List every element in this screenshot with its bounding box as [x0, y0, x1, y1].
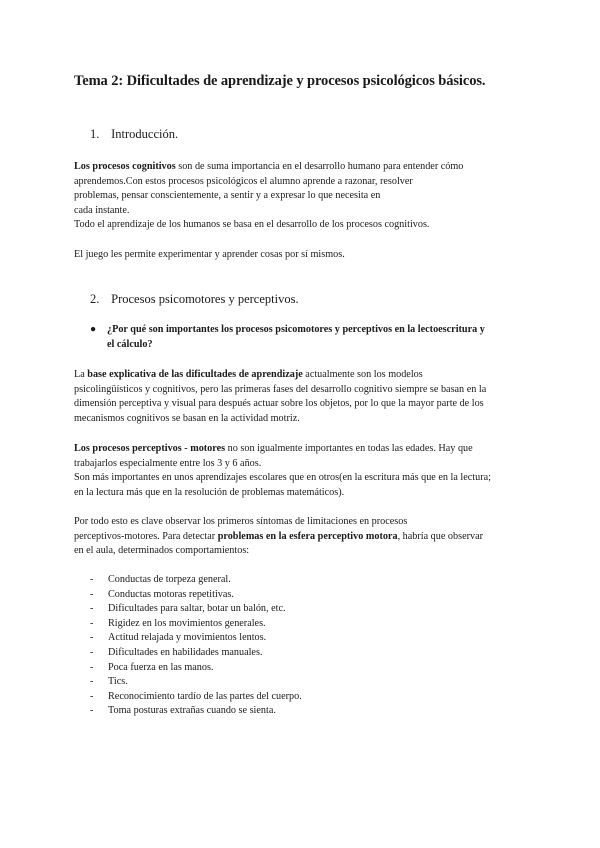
intro-line-5: Todo el aprendizaje de los humanos se basa en el desarrollo de los procesos cognitivos.: [74, 219, 430, 231]
dash-bullet-icon: -: [90, 690, 94, 702]
section-2-title: Procesos psicomotores y perceptivos.: [111, 292, 299, 306]
base-paragraph: [74, 368, 534, 426]
dash-bullet-icon: -: [90, 574, 94, 585]
perceptive-line-3: Son más importantes en unos aprendizajes escolares que en otros(en la escritura más que en la lectura;: [74, 472, 491, 484]
dash-bullet-icon: -: [90, 588, 94, 600]
base-bold-term: base explicativa de las dificultades de aprendizaje: [87, 369, 303, 380]
dash-bullet-icon: -: [90, 617, 94, 629]
intro-line-1-rest: son de suma importancia en el desarrollo humano para entender cómo: [175, 161, 464, 172]
base-line-1: [74, 368, 534, 383]
base-line-1-rest: actualmente son los modelos: [302, 369, 423, 380]
intro-line-2: aprendemos.Con estos procesos psicológicos el alumno aprende a razonar, resolver: [74, 175, 413, 187]
section-1-heading: [90, 127, 178, 142]
list-item-text: Tics.: [108, 676, 128, 688]
section-2-heading: [90, 292, 299, 307]
dash-bullet-icon: -: [90, 646, 94, 658]
list-item-text: Dificultades para saltar, botar un balón, etc.: [108, 603, 286, 615]
observe-bold-term: problemas en la esfera perceptivo motora: [217, 530, 398, 542]
perceptive-line-4: en la lectura más que en la resolución de problemas matemáticos).: [74, 486, 345, 498]
dash-bullet-icon: -: [90, 676, 94, 688]
list-item-text: Reconocimiento tardío de las partes del cuerpo.: [108, 690, 302, 702]
perceptive-line-1: [74, 442, 534, 457]
list-item-text: Actitud relajada y movimientos lentos.: [108, 632, 267, 644]
bullet-dot-icon: ●: [90, 324, 97, 335]
question-line-2: el cálculo?: [107, 338, 153, 350]
base-line-2: psicolingüísticos y cognitivos, pero las primeras fases del desarrollo cognitivo siempre se basan en la: [74, 383, 487, 395]
intro-bold-term: Los procesos cognitivos: [74, 161, 176, 172]
intro-line-3: problemas, pensar conscientemente, a sentir y a expresar lo que necesita en: [74, 190, 381, 202]
game-paragraph: [74, 248, 534, 263]
question-text: [107, 323, 537, 352]
intro-line-4: cada instante.: [74, 204, 130, 216]
section-2-number: 2.: [90, 292, 100, 306]
list-item-text: Dificultades en habilidades manuales.: [108, 646, 263, 658]
dash-bullet-icon: -: [90, 603, 94, 615]
perceptive-bold-term: Los procesos perceptivos - motores: [74, 443, 226, 454]
intro-paragraph: [74, 160, 534, 233]
list-item-text: Toma posturas extrañas cuando se sienta.: [108, 705, 276, 717]
base-line-1-pre: La: [74, 369, 88, 380]
observe-line-3: en el aula, determinados comportamientos:: [74, 545, 250, 557]
list-item-text: Poca fuerza en las manos.: [108, 661, 214, 673]
observe-line-2-pre: perceptivos-motores. Para detectar: [74, 530, 218, 542]
dash-bullet-icon: -: [90, 661, 94, 673]
section-1-title: Introducción.: [111, 127, 179, 141]
dash-bullet-icon: -: [90, 705, 94, 717]
observe-paragraph: [74, 515, 534, 559]
section-1-number: 1.: [90, 127, 100, 141]
list-item-text: Conductas motoras repetitivas.: [108, 588, 234, 600]
game-line: El juego les permite experimentar y aprender cosas por sí mismos.: [74, 249, 345, 260]
dash-bullet-icon: -: [90, 632, 94, 644]
list-item-text: Rigidez en los movimientos generales.: [108, 617, 266, 629]
question-line-1: ¿Por qué son importantes los procesos psicomotores y perceptivos en la lectoescritura y: [107, 324, 485, 335]
base-line-4: mecanismos cognitivos se basan en la actividad motriz.: [74, 412, 300, 424]
perceptive-paragraph: [74, 442, 534, 500]
perceptive-line-1-rest: no son igualmente importantes en todas las edades. Hay que: [225, 443, 473, 454]
list-item-text: Conductas de torpeza general.: [108, 574, 231, 585]
observe-line-2: [74, 530, 534, 545]
perceptive-line-2: trabajarlos especialmente entre los 3 y 6 años.: [74, 457, 262, 469]
document-title: Tema 2: Dificultades de aprendizaje y procesos psicológicos básicos.: [74, 73, 486, 89]
observe-line-2-rest: , habría que observar: [397, 530, 483, 542]
observe-line-1: Por todo esto es clave observar los primeros síntomas de limitaciones en procesos: [74, 516, 408, 527]
intro-line-1: [74, 160, 534, 175]
base-line-3: dimensión perceptiva y visual para después actuar sobre los objetos, por lo que la mayor parte de los: [74, 398, 484, 410]
